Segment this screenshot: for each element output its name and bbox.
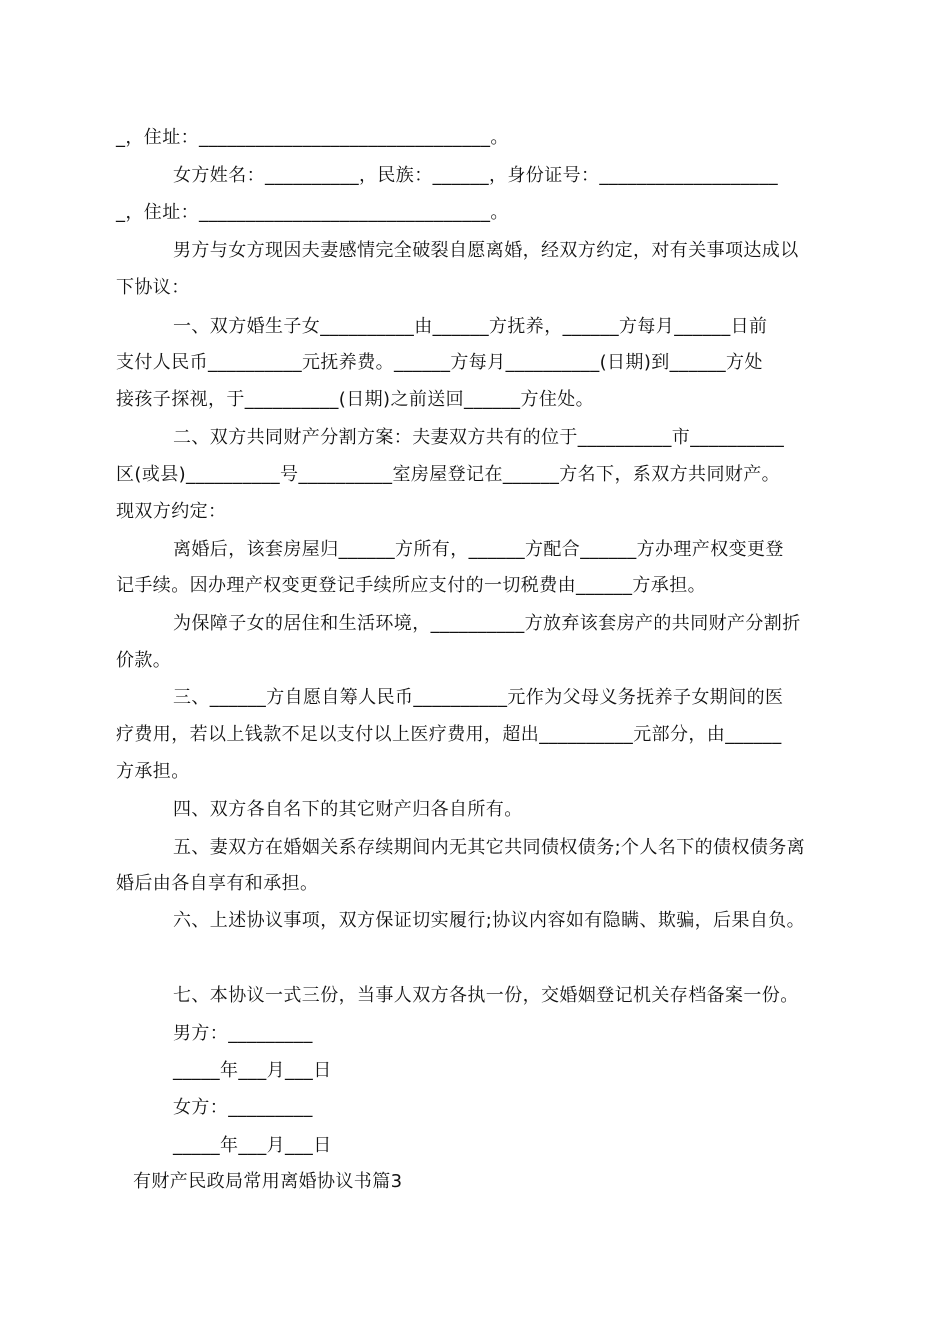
male-address-line: _，住址：_______________________________。 (116, 127, 509, 148)
next-section-title: 有财产民政局常用离婚协议书篇3 (133, 1171, 403, 1192)
clause-3-line-1: 三、______方自愿自筹人民币__________元作为父母义务抚养子女期间的医 (173, 687, 784, 708)
child-housing-line-2: 价款。 (116, 650, 172, 671)
clause-2-line-1: 二、双方共同财产分割方案：夫妻双方共有的位于__________市__________ (173, 427, 785, 448)
clause-1-line-2: 支付人民币__________元抚养费。______方每月__________(日期)到______方处 (116, 352, 763, 373)
clause-5-line-1: 五、妻双方在婚姻关系存续期间内无其它共同债权债务;个人名下的债权债务离 (173, 837, 806, 858)
agreement-intro-line-2: 下协议： (116, 277, 190, 298)
clause-2-line-3: 现双方约定： (116, 501, 227, 522)
clause-1-line-3: 接孩子探视，于__________(日期)之前送回______方住处。 (116, 389, 595, 410)
clause-1-line-1: 一、双方婚生子女__________由______方抚养，______方每月______日前 (173, 316, 768, 337)
house-ownership-line-2: 记手续。因办理产权变更登记手续所应支付的一切税费由______方承担。 (116, 575, 706, 596)
clause-3-line-3: 方承担。 (116, 761, 190, 782)
child-housing-line-1: 为保障子女的居住和生活环境，__________方放弃该套房产的共同财产分割折 (173, 613, 801, 634)
clause-3-line-2: 疗费用，若以上钱款不足以支付以上医疗费用，超出__________元部分，由______ (116, 724, 782, 745)
clause-7: 七、本协议一式三份，当事人双方各执一份，交婚姻登记机关存档备案一份。 (173, 985, 799, 1006)
female-date-line: _____年___月___日 (173, 1135, 332, 1156)
clause-6: 六、上述协议事项，双方保证切实履行;协议内容如有隐瞒、欺骗，后果自负。 (173, 910, 806, 931)
male-date-line: _____年___月___日 (173, 1060, 332, 1081)
clause-2-line-2: 区(或县)__________号__________室房屋登记在______方名下，系双方共同财产。 (116, 464, 781, 485)
clause-4: 四、双方各自名下的其它财产归各自所有。 (173, 799, 523, 820)
house-ownership-line-1: 离婚后，该套房屋归______方所有，______方配合______方办理产权变更登 (173, 539, 784, 560)
female-signature-line: 女方：_________ (173, 1097, 313, 1118)
clause-5-line-2: 婚后由各自享有和承担。 (116, 873, 319, 894)
female-info-line: 女方姓名：__________，民族：______，身份证号：___________________ (173, 165, 778, 186)
female-address-line: _，住址：_______________________________。 (116, 202, 509, 223)
agreement-intro-line-1: 男方与女方现因夫妻感情完全破裂自愿离婚，经双方约定，对有关事项达成以 (173, 240, 799, 261)
male-signature-line: 男方：_________ (173, 1023, 313, 1044)
